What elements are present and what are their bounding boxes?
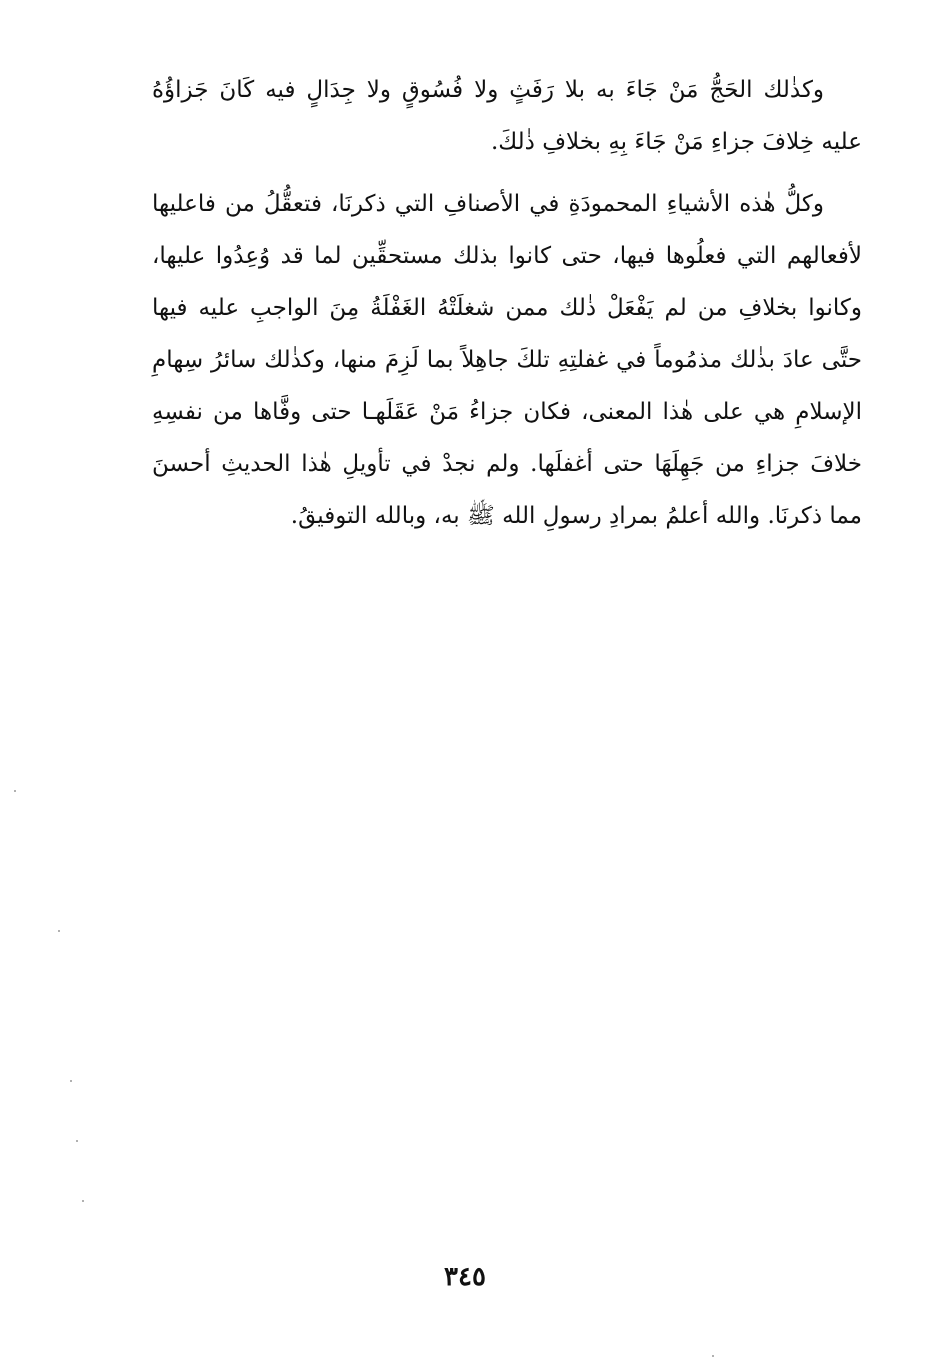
body-text bbox=[152, 64, 862, 542]
paragraph-1: وكذٰلك الحَجُّ مَنْ جَاءَ به بلا رَفَثٍ ولا فُسُوقٍ ولا جِدَالٍ فيه كَانَ جَزاؤُهُ عليه خِلافَ جزاءِ مَنْ جَاءَ بِهِ بخلافِ ذٰلكَ. bbox=[152, 77, 862, 155]
scan-speck bbox=[76, 1140, 78, 1142]
scan-speck bbox=[58, 930, 60, 932]
page-number: ٣٤٥ bbox=[444, 1262, 486, 1292]
paragraph-2: وكلُّ هٰذه الأشياءِ المحمودَةِ في الأصنافِ التي ذكرنَا، فتعقُّلُ من فاعليها لأفعالهم التي فعلُوها فيها، حتى كانوا بذلك مستحقِّين لما قد وُعِدُوا عليها، وكانوا بخلافِ من لم يَفْعَلْ ذٰلك ممن شغلَتْهُ الغَفْلَةُ مِنَ الواجبِ عليه فيها حتَّى عادَ بذٰلك مذمُوماً في غفلتِهِ تلكَ جاهِلاً بما لَزِمَ منها، وكذٰلك سائرُ سِهامِ الإسلامِ هي على هٰذا المعنى، فكان جزاءُ مَنْ عَقَلَهـا حتى وفَّاها من نفسِهِ خلافَ جزاءِ من جَهِلَهَا حتى أغفلَها. ولم نجدْ في تأويلِ هٰذا الحديثِ أحسنَ مما ذكرنَا. والله أعلمُ بمرادِ رسولِ الله ﷺ به، وبالله التوفيقُ. bbox=[152, 191, 862, 529]
scan-speck bbox=[712, 1355, 714, 1357]
scan-speck bbox=[14, 790, 16, 792]
scan-speck bbox=[70, 1080, 72, 1082]
scan-speck bbox=[82, 1200, 84, 1202]
